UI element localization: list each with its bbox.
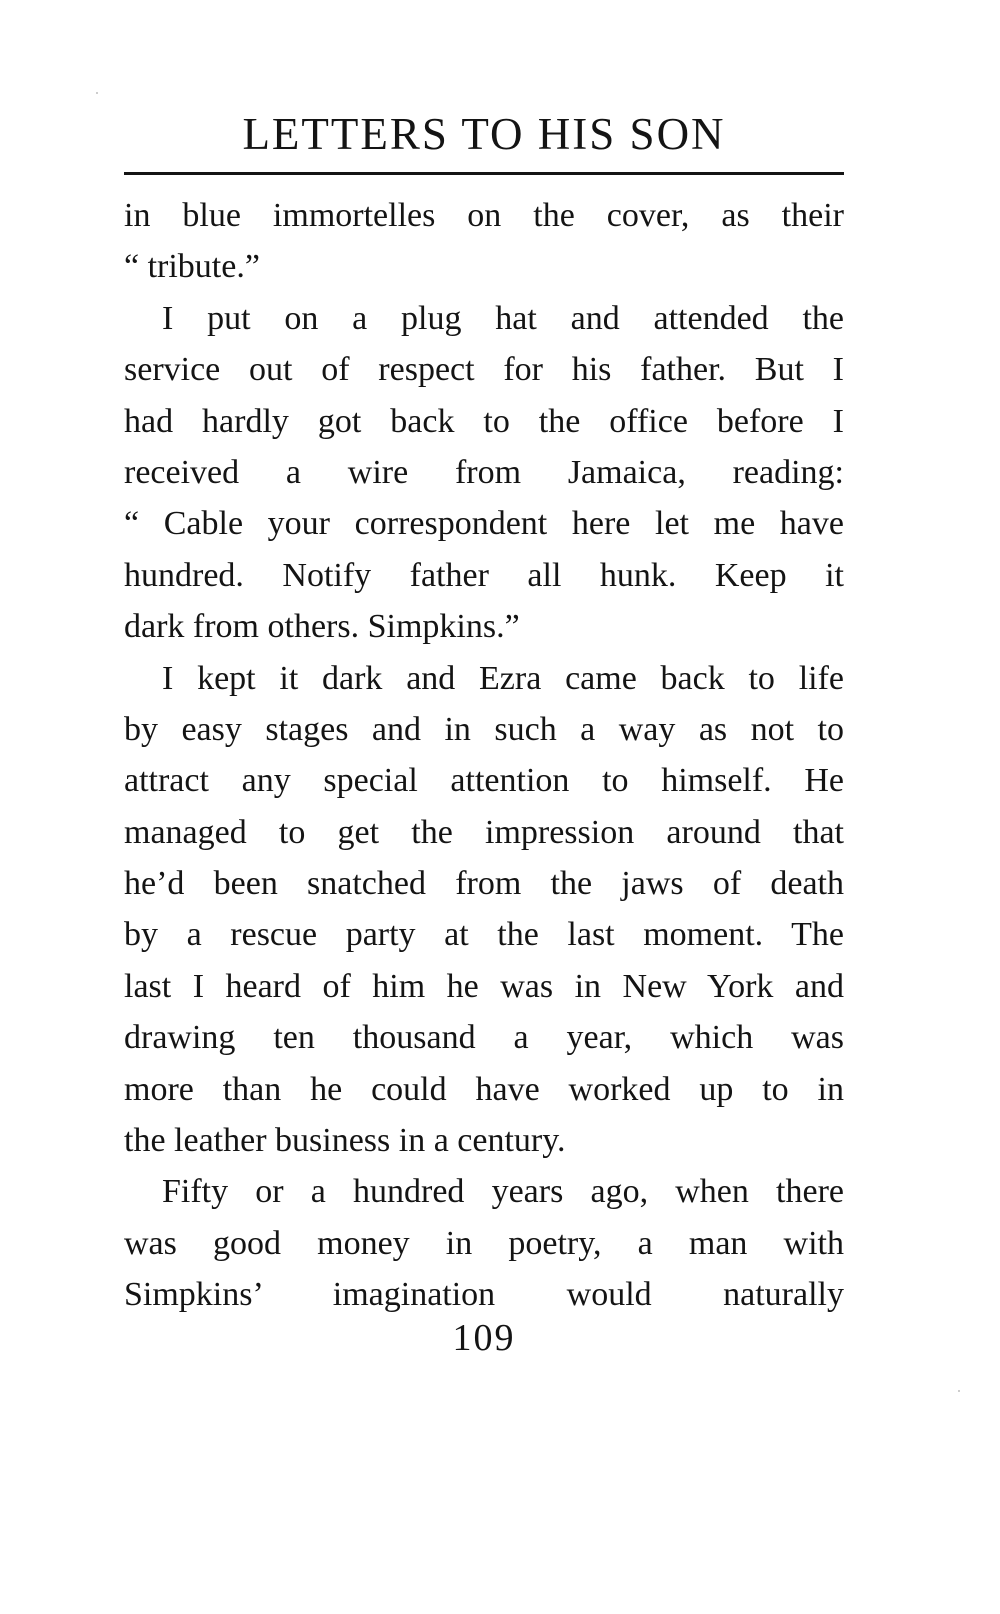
text-line: drawing ten thousand a year, which was [124, 1019, 844, 1057]
text-line: he’d been snatched from the jaws of death [124, 865, 844, 903]
text-line: in blue immortelles on the cover, as their [124, 197, 844, 234]
text-line: last I heard of him he was in New York and [124, 967, 844, 1005]
text-line: dark from others. Simpkins.” [124, 608, 520, 646]
text-line: had hardly got back to the office before I [124, 402, 844, 440]
body-text [124, 190, 844, 1321]
page-number: 109 [452, 1317, 516, 1359]
text-line: service out of respect for his father. But I [124, 351, 844, 389]
text-line: received a wire from Jamaica, reading: [124, 453, 844, 491]
text-line: Fifty or a hundred years ago, when there [162, 1173, 844, 1211]
text-line: managed to get the impression around that [124, 813, 844, 851]
text-line: by easy stages and in such a way as not to [124, 710, 844, 748]
text-line: hundred. Notify father all hunk. Keep it [124, 556, 844, 594]
text-line: was good money in poetry, a man with [124, 1224, 844, 1262]
paper-speck [96, 92, 98, 94]
text-line: the leather business in a century. [124, 1122, 566, 1160]
text-line: more than he could have worked up to in [124, 1070, 844, 1108]
text-line: “ Cable your correspondent here let me have [124, 505, 844, 543]
text-line: I kept it dark and Ezra came back to life [162, 659, 844, 697]
text-line: I put on a plug hat and attended the [162, 299, 844, 337]
text-line: “ tribute.” [124, 248, 260, 286]
text-line: Simpkins’ imagination would naturally [124, 1276, 844, 1314]
paper-speck [958, 1390, 960, 1392]
text-line: by a rescue party at the last moment. The [124, 916, 844, 954]
text-line: attract any special attention to himself. He [124, 762, 844, 800]
running-head: LETTERS TO HIS SON [242, 109, 726, 159]
header-rule [124, 172, 844, 175]
